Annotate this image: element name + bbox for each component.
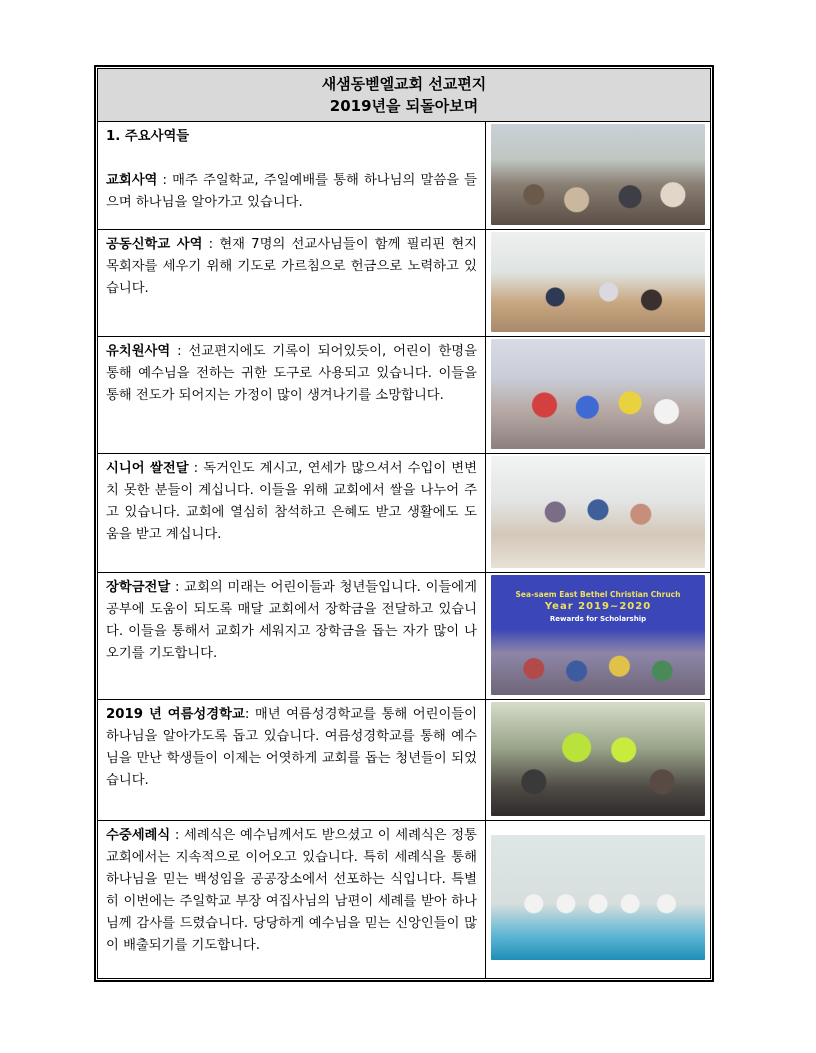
section-text: [98, 700, 486, 820]
section-body: : 선교편지에도 기록이 되어있듯이, 어린이 한명을 통해 예수님을 전하는 귀한 도구로 사용되고 있습니다. 이들을 통해 전도가 되어지는 가정이 많이 생겨나기를 소망합니다.: [106, 344, 477, 403]
section-body: : 매년 여름성경학교를 통해 어린이들이 하나님을 알아가도록 돕고 있습니다. 여름성경학교를 통해 예수님을 만난 학생들이 이제는 어엿하게 교회를 돕는 청년들이 되었습니다.: [106, 707, 478, 788]
senior-group-photo: [491, 456, 705, 568]
section-baptism: [98, 821, 710, 978]
section-text: [98, 573, 486, 699]
letter-title: 새샘동벧엘교회 선교편지: [321, 75, 487, 93]
section-title: 2019 년 여름성경학교: [106, 707, 245, 722]
section-title: 공동신학교 사역: [106, 237, 203, 252]
section-church-ministry: [98, 122, 710, 230]
section-title: 수중세례식: [106, 828, 171, 843]
section-text: [98, 337, 486, 453]
section-heading: 1. 주요사역들: [106, 129, 190, 144]
scholarship-photo: [491, 575, 705, 695]
section-text: [98, 454, 486, 572]
section-body: : 세례식은 예수님께서도 받으셨고 이 세례식은 정통교회에서는 지속적으로 이어오고 있습니다. 특히 세례식을 통해 하나님을 믿는 백성임을 공공장소에서 선포하는 식입니다. 특별히 이번에는 주일학교 부장 여집사님의 남편이 세례를 받아 하나님께 감사를 드렸습니다. 당당하게 예수님을 믿는 신앙인들이 많이 배출되기를 기도합니다.: [106, 828, 477, 953]
banner-year: Year 2019~2020: [544, 601, 652, 612]
section-text: [98, 821, 486, 978]
section-scholarship: [98, 573, 710, 700]
baptism-photo: [491, 835, 705, 960]
section-seminary-ministry: [98, 230, 710, 337]
section-title: 시니어 쌀전달: [106, 461, 189, 476]
mission-letter-table: [94, 65, 714, 982]
section-text: [98, 122, 486, 229]
photo-banner: [491, 589, 705, 625]
section-vbs: [98, 700, 710, 821]
section-senior-rice: [98, 454, 710, 573]
banner-subtitle: Rewards for Scholarship: [549, 615, 647, 623]
letter-subtitle: 2019년을 되돌아보며: [329, 97, 479, 115]
section-body: : 매주 주일학교, 주일예배를 통해 하나님의 말씀을 들으며 하나님을 알아가고 있습니다.: [106, 173, 477, 210]
section-body: : 독거인도 계시고, 연세가 많으셔서 수입이 변변치 못한 분들이 계십니다. 이들을 위해 교회에서 쌀을 나누어 주고 있습니다. 교회에 열심히 참석하고 은혜도 받고 생활에도 도움을 받고 계십니다.: [106, 461, 477, 542]
section-body: : 현재 7명의 선교사님들이 함께 필리핀 현지 목회자를 세우기 위해 기도로 가르침으로 헌금으로 노력하고 있습니다.: [106, 237, 478, 296]
seminary-class-photo: [491, 232, 705, 332]
vbs-photo: [491, 702, 705, 816]
letter-header: [98, 69, 710, 122]
section-body: : 교회의 미래는 어린이들과 청년들입니다. 이들에게 공부에 도움이 되도록 매달 교회에서 장학금을 전달하고 있습니다. 이들을 통해서 교회가 세워지고 장학금을 돕는 자가 많이 나오기를 기도합니다.: [106, 580, 477, 661]
banner-church-name: Sea-saem East Bethel Christian Chruch: [515, 590, 681, 599]
section-title: 유치원사역: [106, 344, 171, 359]
section-text: [98, 230, 486, 336]
section-kindergarten-ministry: [98, 337, 710, 454]
kindergarten-photo: [491, 339, 705, 449]
church-service-photo: [491, 124, 705, 225]
section-title: 장학금전달: [106, 580, 171, 595]
section-title: 교회사역: [106, 173, 158, 188]
